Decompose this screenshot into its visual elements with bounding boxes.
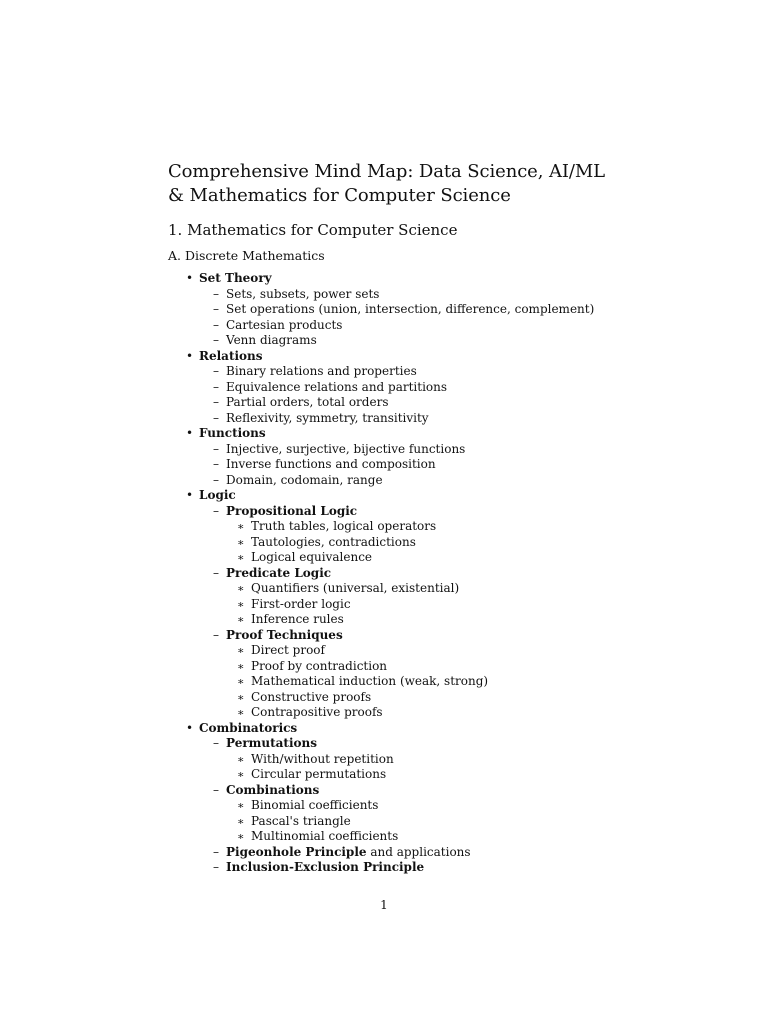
outline-item [199,783,638,845]
outline-item [199,333,638,349]
asterisk-marker: ∗ [237,659,245,673]
outline-item [199,364,638,380]
outline-item-label: Functions [199,426,266,440]
outline-item-text: Binomial coefficients [251,798,379,812]
dash-marker: – [213,333,219,347]
dash-marker: – [213,395,219,409]
outline-item [168,721,638,876]
outline-item-label: Inclusion-Exclusion Principle [226,860,425,874]
outline-item-label: Logic [199,488,236,502]
outline-item-text: Direct proof [251,643,325,657]
asterisk-marker: ∗ [237,644,245,657]
outline-item-label: Combinations [226,782,320,797]
bullet-marker: • [186,348,194,363]
outline-item [199,287,638,303]
outline-item [199,473,638,489]
outline-item-text: Set operations (union, intersection, difference, complement) [226,302,595,316]
document-title-line: Comprehensive Mind Map: Data Science, AI/ML [168,161,606,182]
outline-item [226,674,638,690]
outline-item [199,395,638,411]
outline-list-level-3 [226,752,638,783]
outline-item [226,767,638,783]
asterisk-marker: ∗ [237,535,245,549]
dash-marker: – [213,736,219,750]
dash-marker: – [213,379,219,394]
outline-list-level-1 [168,271,638,876]
outline-item-text: Equivalence relations and partitions [226,379,448,394]
outline-item-label: Combinatorics [199,720,298,735]
outline-item [226,814,638,830]
document-title-line: & Mathematics for Computer Science [168,185,511,206]
document-title [168,160,638,208]
outline-item-text: Venn diagrams [226,333,317,347]
outline-item-label: Set Theory [199,271,272,285]
outline-item-text: Multinomial coefficients [251,829,399,843]
outline-item-text: Sets, subsets, power sets [226,286,380,301]
outline-item [199,860,638,876]
outline-item-text: Proof by contradiction [251,658,388,673]
outline-list-level-3 [226,581,638,628]
outline-item [199,318,638,334]
outline-item [226,597,638,613]
asterisk-marker: ∗ [237,799,245,812]
outline-item-text: Cartesian products [226,317,343,332]
outline-item-text: Truth tables, logical operators [251,519,437,533]
topic-outline [168,271,638,876]
outline-item-label: Pigeonhole Principle [226,844,367,859]
outline-item [226,535,638,551]
outline-list-level-2 [199,364,638,426]
dash-marker: – [213,410,219,425]
outline-item-label: Relations [199,348,263,363]
bullet-marker: • [186,426,194,440]
outline-item-label: Proof Techniques [226,627,343,642]
outline-item-text: Tautologies, contradictions [251,534,416,549]
dash-marker: – [213,302,219,316]
outline-item-text: Contrapositive proofs [251,705,383,719]
outline-item-text: Binary relations and properties [226,364,417,378]
outline-item-text: Inference rules [251,612,344,626]
outline-item-text: Constructive proofs [251,689,372,704]
outline-item [199,504,638,566]
outline-list-level-2 [199,287,638,349]
outline-item-label: Propositional Logic [226,503,358,518]
asterisk-marker: ∗ [237,582,245,595]
outline-item-text: Partial orders, total orders [226,395,389,409]
outline-item [199,736,638,783]
outline-item [226,752,638,768]
outline-list-level-3 [226,519,638,566]
dash-marker: – [213,782,219,797]
bullet-marker: • [186,488,194,502]
outline-item [226,550,638,566]
outline-item [226,612,638,628]
subsection-heading: A. Discrete Mathematics [168,248,325,263]
outline-item [168,426,638,488]
outline-item [199,380,638,396]
outline-item [199,442,638,458]
dash-marker: – [213,565,219,580]
outline-list-level-2 [199,504,638,721]
outline-list-level-3 [226,798,638,845]
outline-item-text: Mathematical induction (weak, strong) [251,674,489,688]
outline-item-text: Logical equivalence [251,550,373,564]
dash-marker: – [213,627,219,642]
asterisk-marker: ∗ [237,814,245,828]
bullet-marker: • [186,720,194,735]
outline-item [199,411,638,427]
outline-item [226,705,638,721]
outline-item [226,659,638,675]
asterisk-marker: ∗ [237,675,245,688]
document-body [168,160,638,876]
asterisk-marker: ∗ [237,551,245,564]
dash-marker: – [213,441,219,456]
outline-item [199,845,638,861]
dash-marker: – [213,844,219,859]
outline-item [199,566,638,628]
outline-item-text: and applications [366,844,471,859]
asterisk-marker: ∗ [237,768,245,781]
outline-item [168,349,638,427]
outline-item-text: Domain, codomain, range [226,472,383,487]
outline-item-text: Quantifiers (universal, existential) [251,581,460,595]
outline-item-text: First-order logic [251,596,351,611]
asterisk-marker: ∗ [237,690,245,704]
section-heading: 1. Mathematics for Computer Science [168,221,458,239]
asterisk-marker: ∗ [237,706,245,719]
outline-item-text: Reflexivity, symmetry, transitivity [226,410,429,425]
dash-marker: – [213,364,219,378]
asterisk-marker: ∗ [237,520,245,533]
outline-item-text: Circular permutations [251,767,387,781]
dash-marker: – [213,472,219,487]
asterisk-marker: ∗ [237,752,245,766]
outline-item-text: Injective, surjective, bijective functions [226,441,466,456]
outline-item [168,488,638,721]
outline-item [226,798,638,814]
outline-item [226,519,638,535]
outline-item [199,457,638,473]
dash-marker: – [213,286,219,301]
asterisk-marker: ∗ [237,830,245,843]
outline-item-text: Inverse functions and composition [226,457,436,471]
outline-item [226,643,638,659]
outline-list-level-2 [199,442,638,489]
outline-item [199,302,638,318]
asterisk-marker: ∗ [237,597,245,611]
outline-item [168,271,638,349]
dash-marker: – [213,503,219,518]
dash-marker: – [213,457,219,471]
outline-item [199,628,638,721]
outline-item-label: Permutations [226,736,317,750]
outline-item [226,581,638,597]
outline-list-level-3 [226,643,638,721]
outline-item-text: With/without repetition [251,751,394,766]
outline-item-text: Pascal's triangle [251,813,351,828]
dash-marker: – [213,317,219,332]
outline-item [226,829,638,845]
bullet-marker: • [186,271,194,285]
asterisk-marker: ∗ [237,613,245,626]
outline-item-label: Predicate Logic [226,565,332,580]
outline-item [226,690,638,706]
page-number: 1 [380,898,388,912]
outline-list-level-2 [199,736,638,876]
dash-marker: – [213,860,219,874]
